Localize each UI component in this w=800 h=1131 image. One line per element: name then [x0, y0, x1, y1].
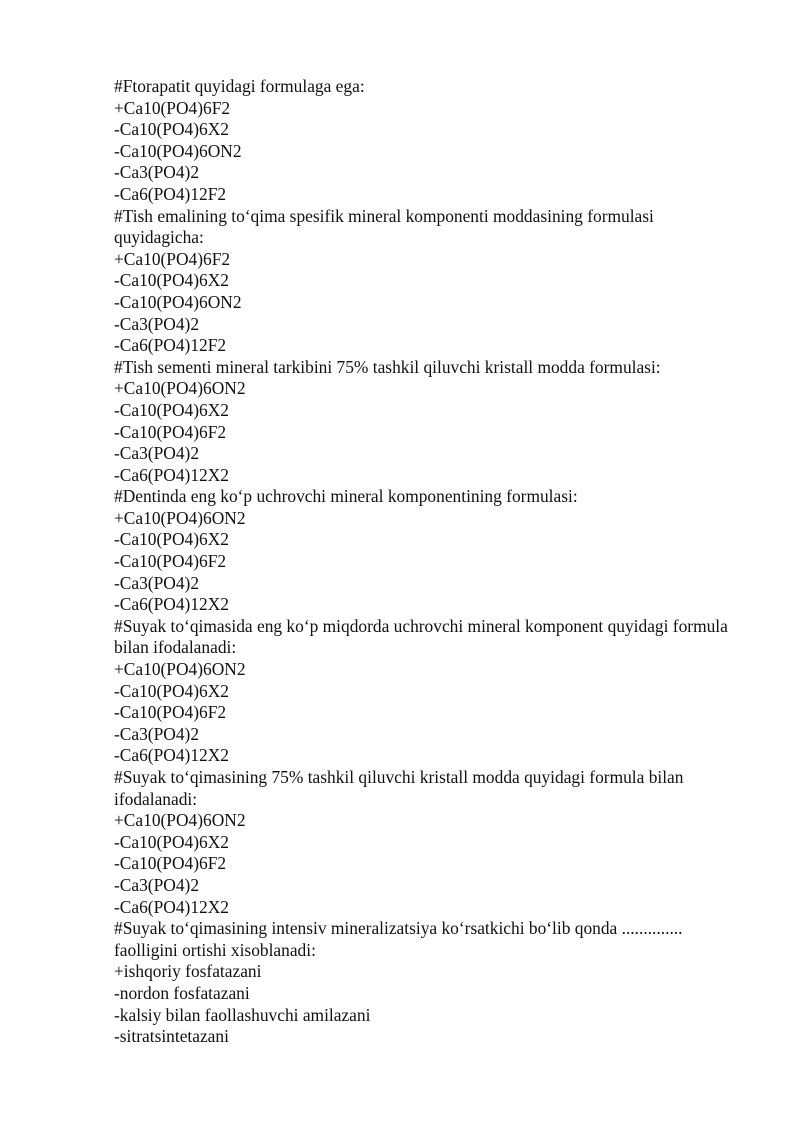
answer-option: -Ca6(PO4)12X2 [114, 594, 229, 615]
answer-option: +Ca10(PO4)6F2 [114, 97, 231, 118]
answer-option: +Ca10(PO4)6ON2 [114, 810, 246, 831]
question-block [114, 206, 744, 357]
answer-option: -Ca3(PO4)2 [114, 313, 200, 334]
answer-option: -sitratsintetazani [114, 1026, 229, 1047]
answer-option: -Ca10(PO4)6F2 [114, 421, 227, 442]
question-text: #Suyak to‘qimasining 75% tashkil qiluvchi kristall modda quyidagi formula bilan ifodalanadi: [114, 767, 688, 809]
answer-option: +ishqoriy fosfatazani [114, 961, 262, 982]
question-text: #Ftorapatit quyidagi formulaga ega: [114, 76, 365, 96]
answer-option: -nordon fosfatazani [114, 982, 250, 1003]
question-block [114, 616, 744, 767]
answer-option: -Ca3(PO4)2 [114, 572, 200, 593]
answer-option: -Ca10(PO4)6X2 [114, 831, 229, 852]
question-block [114, 918, 744, 1048]
question-block [114, 767, 744, 918]
answer-option: -Ca10(PO4)6X2 [114, 270, 229, 291]
answer-option: +Ca10(PO4)6ON2 [114, 659, 246, 680]
answer-option: +Ca10(PO4)6ON2 [114, 378, 246, 399]
answer-option: +Ca10(PO4)6F2 [114, 248, 231, 269]
answer-option: +Ca10(PO4)6ON2 [114, 507, 246, 528]
answer-option: -Ca10(PO4)6F2 [114, 551, 227, 572]
answer-option: -Ca10(PO4)6ON2 [114, 291, 242, 312]
answer-option: -Ca6(PO4)12F2 [114, 183, 227, 204]
answer-option: -Ca10(PO4)6F2 [114, 853, 227, 874]
answer-option: -Ca10(PO4)6X2 [114, 680, 229, 701]
answer-option: -Ca10(PO4)6X2 [114, 119, 229, 140]
answer-option: -Ca3(PO4)2 [114, 443, 200, 464]
answer-option: -Ca6(PO4)12X2 [114, 896, 229, 917]
answer-option: -Ca10(PO4)6ON2 [114, 140, 242, 161]
answer-option: -Ca6(PO4)12X2 [114, 745, 229, 766]
question-text: #Dentinda eng ko‘p uchrovchi mineral komponentining formulasi: [114, 486, 578, 507]
answer-option: -Ca10(PO4)6X2 [114, 529, 229, 550]
question-text: #Suyak to‘qimasining intensiv mineralizatsiya ko‘rsatkichi bo‘lib qonda .............. faolligini ortishi xisoblanadi: [114, 918, 687, 960]
document-page [114, 76, 744, 1048]
question-block [114, 76, 744, 206]
question-block [114, 486, 744, 616]
answer-option: -Ca3(PO4)2 [114, 874, 200, 895]
answer-option: -Ca6(PO4)12X2 [114, 464, 229, 485]
answer-option: -Ca3(PO4)2 [114, 723, 200, 744]
question-block [114, 357, 744, 487]
question-text: #Tish sementi mineral tarkibini 75% tashkil qiluvchi kristall modda formulasi: [114, 356, 661, 377]
answer-option: -kalsiy bilan faollashuvchi amilazani [114, 1004, 371, 1025]
answer-option: -Ca10(PO4)6F2 [114, 702, 227, 723]
question-text: #Suyak to‘qimasida eng ko‘p miqdorda uchrovchi mineral komponent quyidagi formula bilan ifodalanadi: [114, 615, 733, 658]
answer-option: -Ca6(PO4)12F2 [114, 335, 227, 356]
question-text: #Tish emalining to‘qima spesifik mineral komponenti moddasining formulasi quyidagicha: [114, 205, 659, 248]
answer-option: -Ca10(PO4)6X2 [114, 399, 229, 420]
answer-option: -Ca3(PO4)2 [114, 162, 200, 183]
